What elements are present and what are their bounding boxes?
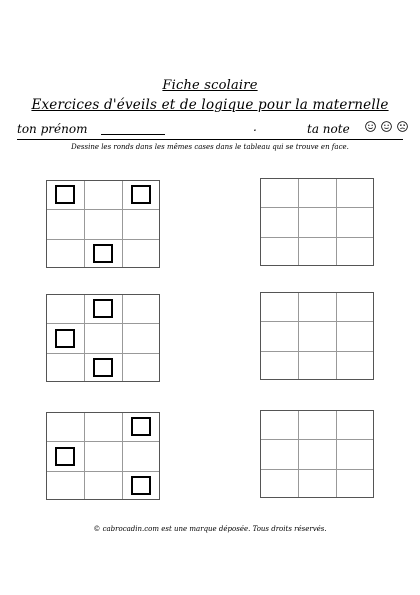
grid-line	[298, 293, 299, 379]
square-mark	[131, 185, 151, 204]
square-mark	[93, 358, 113, 377]
grid-line	[336, 411, 337, 497]
square-mark	[55, 329, 75, 348]
copyright-footer: © cabrocadin.com est une marque déposée. Tous droits réservés.	[93, 525, 327, 533]
grid-line	[261, 207, 373, 208]
sad-face-icon[interactable]	[397, 121, 408, 132]
grid-line	[298, 179, 299, 265]
happy-face-icon[interactable]	[365, 121, 376, 132]
instruction-text: Dessine les ronds dans les mêmes cases dans le tableau qui se trouve en face.	[71, 143, 349, 151]
grid-line	[47, 239, 159, 240]
grid-line	[84, 181, 85, 267]
answer-grid-2[interactable]	[260, 292, 374, 380]
grid-line	[47, 441, 159, 442]
square-mark	[93, 244, 113, 263]
square-mark	[131, 417, 151, 436]
separator-dot: .	[253, 120, 257, 134]
grid-line	[336, 293, 337, 379]
grid-line	[47, 471, 159, 472]
name-label: ton prénom	[17, 122, 88, 136]
grid-line	[47, 323, 159, 324]
grid-line	[261, 237, 373, 238]
name-row	[17, 120, 412, 138]
neutral-face-icon[interactable]	[381, 121, 392, 132]
square-mark	[55, 185, 75, 204]
grid-line	[122, 295, 123, 381]
square-mark	[55, 447, 75, 466]
grid-line	[261, 439, 373, 440]
answer-grid-3[interactable]	[260, 410, 374, 498]
grid-line	[84, 413, 85, 499]
grid-line	[47, 209, 159, 210]
grid-line	[47, 353, 159, 354]
grid-line	[261, 321, 373, 322]
grid-line	[298, 411, 299, 497]
square-mark	[131, 476, 151, 495]
name-field[interactable]	[101, 122, 165, 135]
grid-line	[336, 179, 337, 265]
grid-line	[261, 351, 373, 352]
grid-line	[84, 295, 85, 381]
worksheet-subtitle: Exercices d'éveils et de logique pour la maternelle	[31, 97, 389, 113]
square-mark	[93, 299, 113, 318]
note-label: ta note	[307, 122, 350, 136]
grid-line	[122, 413, 123, 499]
model-grid-3	[46, 412, 160, 500]
answer-grid-1[interactable]	[260, 178, 374, 266]
worksheet-title: Fiche scolaire	[162, 78, 258, 93]
grid-line	[261, 469, 373, 470]
model-grid-2	[46, 294, 160, 382]
header-divider	[17, 139, 403, 140]
model-grid-1	[46, 180, 160, 268]
grid-line	[122, 181, 123, 267]
